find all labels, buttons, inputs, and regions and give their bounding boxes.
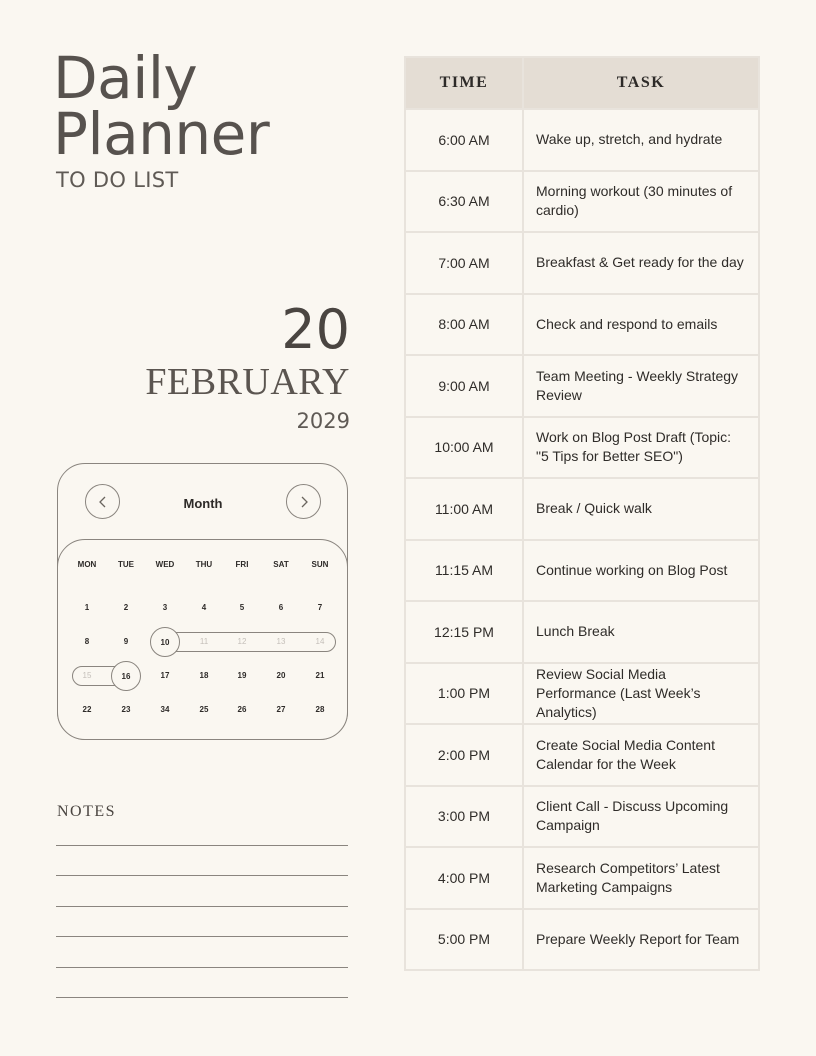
note-line[interactable] xyxy=(56,997,348,998)
calendar-day[interactable]: 27 xyxy=(276,705,286,714)
table-row xyxy=(405,232,759,294)
note-line[interactable] xyxy=(56,845,348,846)
calendar-day[interactable]: 18 xyxy=(199,671,209,680)
task-cell: Morning workout (30 minutes of cardio) xyxy=(523,171,759,233)
calendar-day[interactable]: 9 xyxy=(123,637,129,646)
date-year: 2029 xyxy=(296,409,350,433)
calendar-day[interactable]: 11 xyxy=(199,637,209,646)
weekday-label: MON xyxy=(77,560,97,569)
time-cell: 8:00 AM xyxy=(405,294,523,356)
weekday-label: SUN xyxy=(311,560,329,569)
calendar-day[interactable]: 34 xyxy=(160,705,170,714)
selected-day[interactable]: 10 xyxy=(150,627,180,657)
weekday-label: THU xyxy=(195,560,213,569)
schedule-body xyxy=(405,109,759,970)
weekday-label: TUE xyxy=(118,560,134,569)
time-cell: 5:00 PM xyxy=(405,909,523,971)
calendar-day[interactable]: 6 xyxy=(278,603,284,612)
table-row xyxy=(405,478,759,540)
time-column-header: TIME xyxy=(405,57,523,109)
calendar-day[interactable]: 25 xyxy=(199,705,209,714)
task-column-header: TASK xyxy=(523,57,759,109)
calendar-day[interactable]: 12 xyxy=(237,637,247,646)
calendar-day[interactable]: 4 xyxy=(201,603,207,612)
task-cell: Research Competitors’ Latest Marketing Campaigns xyxy=(523,847,759,909)
title-block xyxy=(53,44,270,192)
date-day: 20 xyxy=(281,298,350,361)
calendar-day[interactable]: 15 xyxy=(82,671,92,680)
calendar-day[interactable]: 22 xyxy=(82,705,92,714)
task-cell: Lunch Break xyxy=(523,601,759,663)
date-display xyxy=(145,300,350,436)
calendar-day[interactable]: 14 xyxy=(315,637,325,646)
calendar-day[interactable]: 23 xyxy=(121,705,131,714)
table-row xyxy=(405,540,759,602)
table-row xyxy=(405,294,759,356)
time-cell: 12:15 PM xyxy=(405,601,523,663)
table-row xyxy=(405,109,759,171)
task-cell: Breakfast & Get ready for the day xyxy=(523,232,759,294)
calendar-day[interactable]: 5 xyxy=(239,603,245,612)
time-cell: 9:00 AM xyxy=(405,355,523,417)
task-cell: Team Meeting - Weekly Strategy Review xyxy=(523,355,759,417)
schedule-table xyxy=(404,56,760,971)
calendar-day[interactable]: 26 xyxy=(237,705,247,714)
task-cell: Prepare Weekly Report for Team xyxy=(523,909,759,971)
note-line[interactable] xyxy=(56,967,348,968)
task-cell: Break / Quick walk xyxy=(523,478,759,540)
note-line[interactable] xyxy=(56,906,348,907)
time-cell: 2:00 PM xyxy=(405,724,523,786)
calendar-day[interactable]: 20 xyxy=(276,671,286,680)
table-row xyxy=(405,663,759,725)
calendar-day[interactable]: 3 xyxy=(162,603,168,612)
task-cell: Review Social Media Performance (Last Week’s Analytics) xyxy=(523,663,759,725)
calendar-day[interactable]: 2 xyxy=(123,603,129,612)
calendar-day[interactable]: 17 xyxy=(160,671,170,680)
calendar-day[interactable]: 13 xyxy=(276,637,286,646)
selected-day[interactable]: 16 xyxy=(111,661,141,691)
table-row xyxy=(405,847,759,909)
calendar-next-button[interactable] xyxy=(286,484,321,519)
task-cell: Check and respond to emails xyxy=(523,294,759,356)
task-cell: Work on Blog Post Draft (Topic: "5 Tips for Better SEO") xyxy=(523,417,759,479)
time-cell: 11:00 AM xyxy=(405,478,523,540)
task-cell: Continue working on Blog Post xyxy=(523,540,759,602)
weekday-label: FRI xyxy=(235,560,249,569)
page-title-line2: Planner xyxy=(53,100,270,168)
time-cell: 1:00 PM xyxy=(405,663,523,725)
time-cell: 7:00 AM xyxy=(405,232,523,294)
schedule-header-row xyxy=(405,57,759,109)
table-row xyxy=(405,909,759,971)
calendar-month-label: Month xyxy=(183,496,223,511)
weekday-label: WED xyxy=(155,560,175,569)
task-cell: Wake up, stretch, and hydrate xyxy=(523,109,759,171)
calendar-day[interactable]: 1 xyxy=(84,603,90,612)
note-line[interactable] xyxy=(56,936,348,937)
task-cell: Client Call - Discuss Upcoming Campaign xyxy=(523,786,759,848)
time-cell: 4:00 PM xyxy=(405,847,523,909)
calendar-day[interactable]: 28 xyxy=(315,705,325,714)
time-cell: 6:30 AM xyxy=(405,171,523,233)
notes-title: NOTES xyxy=(57,803,117,820)
table-row xyxy=(405,601,759,663)
table-row xyxy=(405,417,759,479)
table-row xyxy=(405,355,759,417)
date-month: FEBRUARY xyxy=(145,361,350,403)
table-row xyxy=(405,724,759,786)
page-title-line1: Daily xyxy=(53,44,198,112)
task-cell: Create Social Media Content Calendar for the Week xyxy=(523,724,759,786)
time-cell: 6:00 AM xyxy=(405,109,523,171)
note-line[interactable] xyxy=(56,875,348,876)
calendar-day[interactable]: 7 xyxy=(317,603,323,612)
time-cell: 3:00 PM xyxy=(405,786,523,848)
page-subtitle: TO DO LIST xyxy=(56,168,179,192)
table-row xyxy=(405,171,759,233)
chevron-right-icon xyxy=(298,496,310,508)
mini-calendar xyxy=(57,463,349,741)
weekday-label: SAT xyxy=(273,560,289,569)
time-cell: 11:15 AM xyxy=(405,540,523,602)
calendar-day[interactable]: 19 xyxy=(237,671,247,680)
time-cell: 10:00 AM xyxy=(405,417,523,479)
calendar-day[interactable]: 21 xyxy=(315,671,325,680)
calendar-day[interactable]: 8 xyxy=(84,637,90,646)
table-row xyxy=(405,786,759,848)
